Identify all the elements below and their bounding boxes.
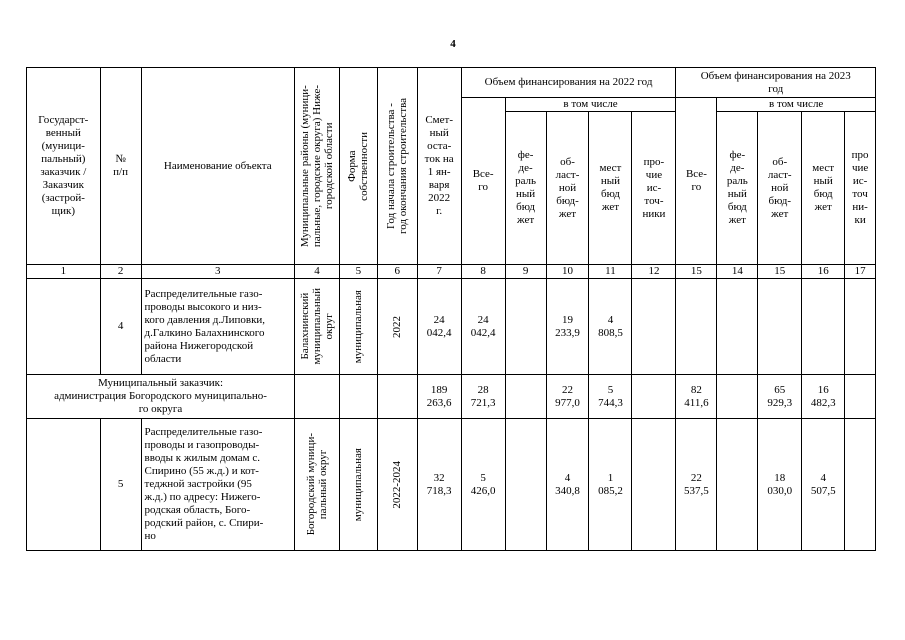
col-number: 9 bbox=[505, 265, 546, 279]
cell-remainder: 32 718,3 bbox=[417, 419, 461, 551]
cell-district-text: Богородский муници- пальный округ bbox=[304, 433, 329, 536]
table-row bbox=[27, 279, 876, 375]
header-regional-2022: об- ласт- ной бюд- жет bbox=[546, 112, 589, 265]
cell-federal-2023 bbox=[717, 375, 758, 419]
cell-regional-2023 bbox=[758, 279, 802, 375]
header-other-2022: про- чие ис- точ- ники bbox=[632, 112, 676, 265]
col-number: 2 bbox=[100, 265, 141, 279]
col-number: 11 bbox=[589, 265, 632, 279]
column-numbers-row bbox=[27, 265, 876, 279]
cell-other-2023 bbox=[845, 279, 876, 375]
cell-customer-empty bbox=[27, 419, 101, 551]
page-number: 4 bbox=[450, 38, 456, 50]
col-number: 15 bbox=[758, 265, 802, 279]
cell-empty bbox=[377, 375, 417, 419]
cell-other-2023 bbox=[845, 419, 876, 551]
cell-other-2022 bbox=[632, 279, 676, 375]
header-local-2022: мест ный бюд жет bbox=[589, 112, 632, 265]
funding-table bbox=[26, 67, 876, 551]
cell-local-2022: 1 085,2 bbox=[589, 419, 632, 551]
header-municipal-areas bbox=[294, 68, 339, 265]
cell-other-2022 bbox=[632, 375, 676, 419]
cell-customer-empty bbox=[27, 279, 101, 375]
cell-federal-2022 bbox=[505, 279, 546, 375]
col-number: 10 bbox=[546, 265, 589, 279]
header-total-2022: Все- го bbox=[461, 98, 505, 265]
cell-object-name: Распределительные газо- проводы и газопроводы- вводы к жилым домам с. Спирино (55 ж.д.) и кот- теджной застройки (95 ж.д.) по адресу: Нижего- родская область, Бого- родский район, с. Спири- но bbox=[141, 419, 294, 551]
cell-ownership-text: муниципальная bbox=[352, 447, 365, 522]
col-number: 8 bbox=[461, 265, 505, 279]
header-ownership-text: Форма собственности bbox=[346, 131, 371, 201]
cell-remainder: 24 042,4 bbox=[417, 279, 461, 375]
cell-federal-2023 bbox=[717, 279, 758, 375]
cell-total-2023: 82 411,6 bbox=[676, 375, 717, 419]
cell-remainder: 189 263,6 bbox=[417, 375, 461, 419]
header-federal-2023: фе- де- раль ный бюд жет bbox=[717, 112, 758, 265]
cell-district bbox=[294, 419, 339, 551]
header-number: № п/п bbox=[100, 68, 141, 265]
cell-federal-2023 bbox=[717, 419, 758, 551]
cell-years bbox=[377, 279, 417, 375]
header-total-2023: Все- го bbox=[676, 98, 717, 265]
cell-local-2022: 5 744,3 bbox=[589, 375, 632, 419]
cell-ownership-text: муниципальная bbox=[352, 289, 365, 364]
cell-years-text: 2022 bbox=[391, 315, 404, 338]
cell-other-2022 bbox=[632, 419, 676, 551]
municipal-customer-label: Муниципальный заказчик: администрация Богородского муниципально- го округа bbox=[27, 375, 295, 419]
header-including-2022: в том числе bbox=[505, 98, 676, 112]
header-years-text: Год начала строительства - год окончания строительства bbox=[385, 98, 410, 234]
header-regional-2023: об- ласт- ной бюд- жет bbox=[758, 112, 802, 265]
cell-number: 4 bbox=[100, 279, 141, 375]
cell-total-2023 bbox=[676, 279, 717, 375]
cell-ownership bbox=[339, 419, 377, 551]
cell-years-text: 2022-2024 bbox=[391, 460, 404, 509]
cell-district bbox=[294, 279, 339, 375]
table-row bbox=[27, 419, 876, 551]
col-number: 14 bbox=[717, 265, 758, 279]
cell-total-2022: 24 042,4 bbox=[461, 279, 505, 375]
cell-empty bbox=[294, 375, 339, 419]
col-number: 5 bbox=[339, 265, 377, 279]
header-funding-2022: Объем финансирования на 2022 год bbox=[461, 68, 676, 98]
cell-federal-2022 bbox=[505, 375, 546, 419]
cell-ownership bbox=[339, 279, 377, 375]
header-customer: Государст- венный (муници- пальный) заказчик / Заказчик (застрой- щик) bbox=[27, 68, 101, 265]
header-federal-2022: фе- де- раль ный бюд жет bbox=[505, 112, 546, 265]
col-number: 12 bbox=[632, 265, 676, 279]
col-number: 17 bbox=[845, 265, 876, 279]
cell-regional-2022: 4 340,8 bbox=[546, 419, 589, 551]
cell-total-2022: 5 426,0 bbox=[461, 419, 505, 551]
cell-empty bbox=[339, 375, 377, 419]
cell-other-2023 bbox=[845, 375, 876, 419]
table-row bbox=[27, 375, 876, 419]
cell-local-2022: 4 808,5 bbox=[589, 279, 632, 375]
cell-regional-2022: 22 977,0 bbox=[546, 375, 589, 419]
header-ownership bbox=[339, 68, 377, 265]
col-number: 6 bbox=[377, 265, 417, 279]
col-number: 15 bbox=[676, 265, 717, 279]
cell-regional-2023: 65 929,3 bbox=[758, 375, 802, 419]
cell-total-2023: 22 537,5 bbox=[676, 419, 717, 551]
cell-total-2022: 28 721,3 bbox=[461, 375, 505, 419]
col-number: 16 bbox=[802, 265, 845, 279]
cell-district-text: Балахнинский муниципальный округ bbox=[298, 288, 335, 365]
header-estimated-remainder: Смет- ный оста- ток на 1 ян- варя 2022 г. bbox=[417, 68, 461, 265]
cell-local-2023: 16 482,3 bbox=[802, 375, 845, 419]
col-number: 4 bbox=[294, 265, 339, 279]
cell-local-2023 bbox=[802, 279, 845, 375]
col-number: 3 bbox=[141, 265, 294, 279]
cell-regional-2023: 18 030,0 bbox=[758, 419, 802, 551]
header-other-2023: про чие ис- точ ни- ки bbox=[845, 112, 876, 265]
col-number: 7 bbox=[417, 265, 461, 279]
col-number: 1 bbox=[27, 265, 101, 279]
cell-local-2023: 4 507,5 bbox=[802, 419, 845, 551]
cell-number: 5 bbox=[100, 419, 141, 551]
header-object-name: Наименование объекта bbox=[141, 68, 294, 265]
header-years bbox=[377, 68, 417, 265]
cell-years bbox=[377, 419, 417, 551]
cell-regional-2022: 19 233,9 bbox=[546, 279, 589, 375]
cell-object-name: Распределительные газо- проводы высокого и низ- кого давления д.Липовки, д.Галкино Балахнинского района Нижегородской области bbox=[141, 279, 294, 375]
header-funding-2023: Объем финансирования на 2023 год bbox=[676, 68, 876, 98]
cell-federal-2022 bbox=[505, 419, 546, 551]
header-local-2023: мест ный бюд жет bbox=[802, 112, 845, 265]
header-municipal-areas-text: Муниципальные районы (муници- пальные, городские округа) Ниже- городской области bbox=[298, 84, 335, 248]
header-including-2023: в том числе bbox=[717, 98, 876, 112]
